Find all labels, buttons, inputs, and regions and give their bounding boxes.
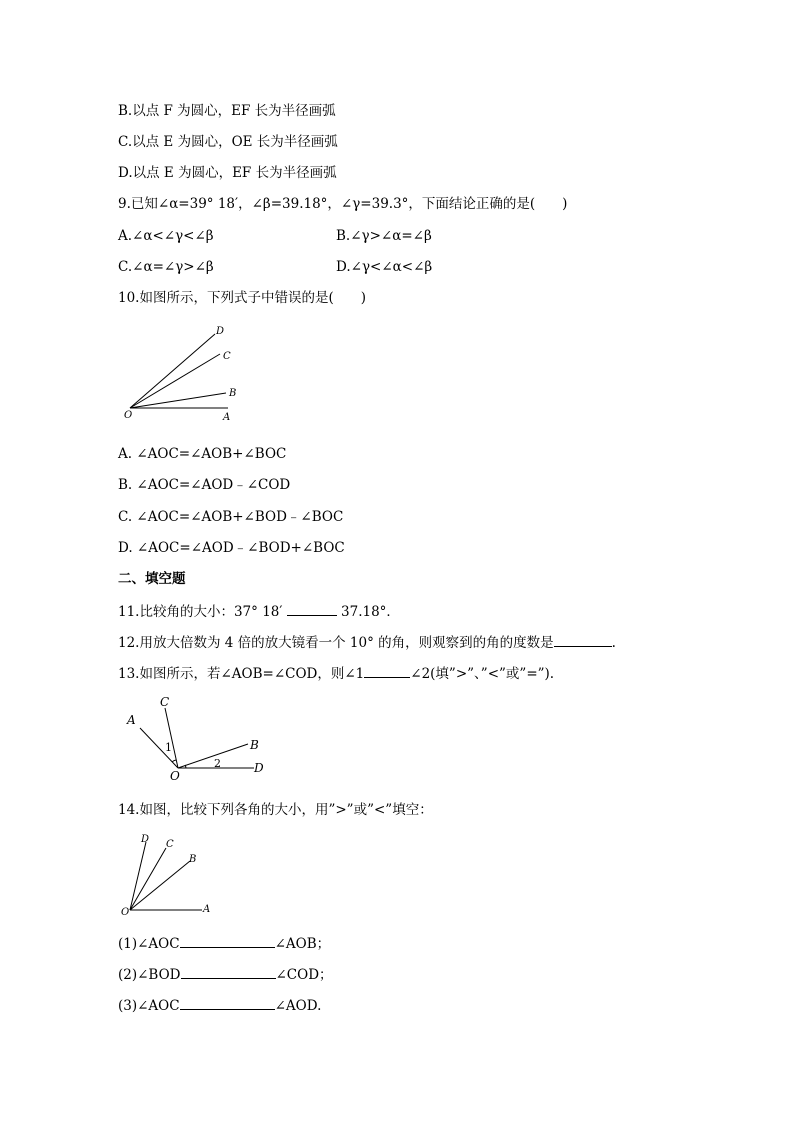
- q14-item-1-suffix: ∠AOB；: [274, 936, 331, 952]
- q14-item-3: [118, 996, 321, 1015]
- q14-item-2: [118, 965, 333, 984]
- q11: [118, 602, 400, 621]
- ray-ob: [178, 744, 248, 768]
- q9-option-b: B.∠γ>∠α=∠β: [336, 228, 432, 244]
- label-angle-1: 1: [165, 741, 172, 754]
- ray-oc: [130, 354, 220, 408]
- q12-before: 12.用放大倍数为 4 倍的放大镜看一个 10° 的角，则观察到的角的度数是: [118, 635, 554, 651]
- q11-before: 11.比较角的大小：37° 18′: [118, 604, 283, 620]
- ray-ob: [130, 861, 190, 910]
- q13-after: ∠2(填”>”、”<”或”=”).: [410, 666, 555, 682]
- q13-angle-figure: [120, 692, 280, 784]
- label-o: O: [121, 907, 130, 918]
- q8-option-b: B.以点 F 为圆心，EF 长为半径画弧: [118, 103, 336, 119]
- label-c: C: [166, 839, 174, 850]
- q10-option-c: C. ∠AOC=∠AOB+∠BOD﹣∠BOC: [118, 509, 344, 525]
- q12-answer-blank[interactable]: [554, 633, 612, 647]
- q9-option-d: D.∠γ<∠α<∠β: [336, 259, 433, 275]
- q14-item-3-prefix: (3)∠AOC: [118, 998, 180, 1014]
- ray-oc: [165, 708, 178, 768]
- q10-option-d: D. ∠AOC=∠AOD﹣∠BOD+∠BOC: [118, 540, 345, 556]
- q9-option-c: C.∠α=∠γ>∠β: [118, 259, 214, 275]
- section-title: 二、填空题: [118, 571, 186, 587]
- label-b: B: [189, 854, 197, 865]
- label-a: A: [223, 412, 231, 423]
- label-a: A: [127, 713, 136, 727]
- label-d: D: [254, 761, 264, 775]
- arc-1: [172, 760, 176, 762]
- q14-item-1: [118, 934, 330, 953]
- q14-stem: 14.如图，比较下列各角的大小，用”>”或”<”填空：: [118, 802, 433, 818]
- label-c: C: [223, 351, 231, 362]
- q10-angle-figure: [120, 322, 250, 424]
- q9-option-a: A.∠α<∠γ<∠β: [118, 228, 214, 244]
- q10-option-a: A. ∠AOC=∠AOB+∠BOC: [118, 446, 287, 462]
- q8-option-d: D.以点 E 为圆心，EF 长为半径画弧: [118, 165, 337, 181]
- q13: [118, 664, 554, 683]
- q10-stem: 10.如图所示，下列式子中错误的是( ): [118, 290, 367, 306]
- q8-option-c: C.以点 E 为圆心，OE 长为半径画弧: [118, 134, 338, 150]
- label-b: B: [250, 738, 259, 752]
- q12-after: .: [611, 635, 616, 651]
- q14-angle-figure: [118, 830, 218, 922]
- q14-item-1-prefix: (1)∠AOC: [118, 936, 180, 952]
- q11-after: 37.18°．: [341, 604, 400, 620]
- q14-item-3-blank[interactable]: [180, 996, 275, 1010]
- label-angle-2: 2: [214, 757, 221, 770]
- label-o: O: [124, 410, 133, 421]
- label-b: B: [229, 388, 237, 399]
- q14-item-2-suffix: ∠COD；: [275, 967, 333, 983]
- q9-stem: 9.已知∠α=39° 18′，∠β=39.18°，∠γ=39.3°，下面结论正确的是( ): [118, 196, 568, 212]
- q13-answer-blank[interactable]: [364, 664, 410, 678]
- q14-item-1-blank[interactable]: [180, 934, 275, 948]
- q14-item-3-suffix: ∠AOD.: [274, 998, 322, 1014]
- q12: [118, 633, 616, 652]
- q14-item-2-blank[interactable]: [181, 965, 276, 979]
- q11-answer-blank[interactable]: [287, 602, 337, 616]
- label-a: A: [203, 904, 211, 915]
- q10-option-b: B. ∠AOC=∠AOD﹣∠COD: [118, 477, 291, 493]
- label-c: C: [160, 695, 170, 709]
- label-d: D: [216, 326, 225, 337]
- ray-oc: [130, 848, 166, 910]
- ray-od: [130, 842, 146, 910]
- q13-before: 13.如图所示，若∠AOB=∠COD，则∠1: [118, 666, 365, 682]
- q14-item-2-prefix: (2)∠BOD: [118, 967, 181, 983]
- label-o: O: [170, 769, 180, 783]
- label-d: D: [141, 834, 150, 845]
